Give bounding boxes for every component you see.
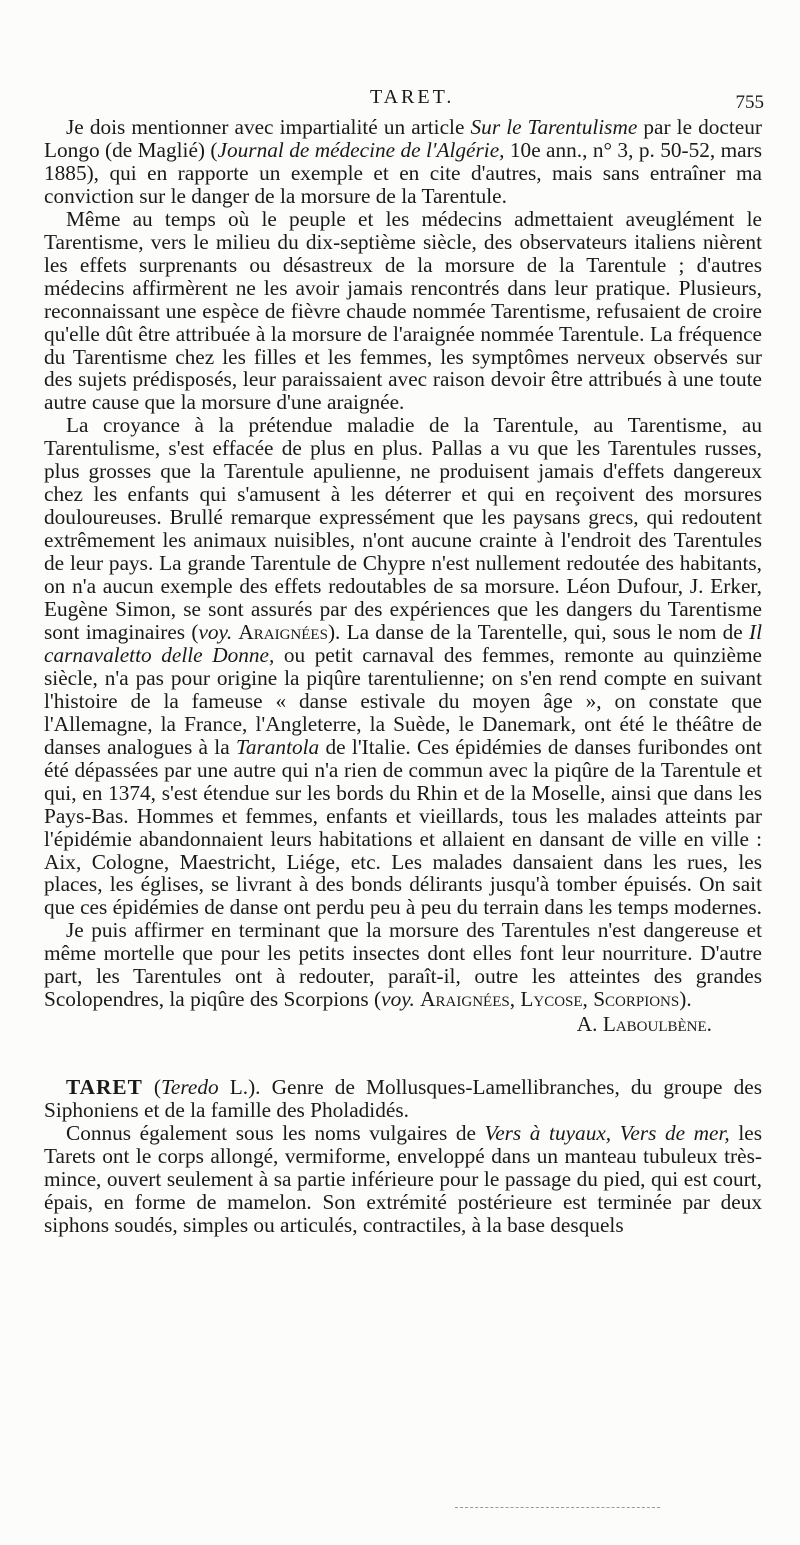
text-run: Je dois mentionner avec impartialité un article (66, 115, 471, 139)
paragraph (44, 116, 762, 208)
italic-text: Vers à tuyaux, Vers de mer, (484, 1121, 730, 1146)
text-run: les Tarets ont le corps allongé, vermiforme, enveloppé dans un manteau tubuleux très-mince, ouvert seulement à sa partie inférieure pour le passage du pied, qui est court, épais, en forme de mamelon. Son extrémité postérieure est terminée par deux siphons soudés, simples ou articulés, contractiles, à la base desquels (44, 1121, 762, 1237)
running-head: TARET. (370, 86, 455, 108)
text-run: par le docteur Longo (de Maglié) ( (44, 115, 762, 162)
text-run: Je puis affirmer en terminant que la morsure des Tarentules n'est dangereuse et même mortelle que pour les petits insectes dont elles font leur nourriture. D'autre part, les Tarentules ont à redouter, paraît-il, outre les atteintes des grandes Scolopendres, la piqûre des Scorpions ( (44, 918, 762, 1012)
signature-prefix: A. (576, 1012, 603, 1037)
text-run: de l'Italie. Ces épidémies de danses furibondes ont été dépassées par une autre qui n'a rien de commun avec la piqûre de la Tarentule et qui, en 1374, s'est étendue sur les bords du Rhin et de la Moselle, ainsi que dans les Pays-Bas. Hommes et femmes, enfants et vieillards, tous les malades atteints par l'épidémie abandonnaient leurs habitations et allaient en dansant de ville en ville : Aix, Cologne, Maestricht, Liége, etc. Les malades dansaient dans les rues, les places, les églises, se livrant à des bonds délirants jusqu'à tomber épuisés. On sait que ces épidémies de danse ont perdu peu à peu du terrain dans les temps modernes. (44, 734, 762, 920)
text-run: 10e ann., n° 3, p. 50-52, mars 1885), qui en rapporte un exemple et en cite d'autres, mais sans entraîner ma conviction sur le danger de la morsure de la Tarentule. (44, 137, 763, 208)
small-caps-text: Araignées, Lycose, Scorpions (420, 987, 680, 1012)
small-caps-text: Araignées (238, 619, 328, 644)
italic-text: Sur le Tarentulisme (470, 115, 638, 139)
text-body (44, 116, 762, 1237)
paragraph (44, 1122, 762, 1237)
signature-name: Laboulbène. (602, 1012, 712, 1037)
paragraph (44, 919, 762, 1011)
italic-text: voy. (198, 619, 233, 644)
paragraph (44, 414, 762, 919)
text-run: Connus également sous les noms vulgaires de (66, 1121, 485, 1146)
entry-headword: TARET (66, 1075, 143, 1100)
text-run: ou petit carnaval des femmes, remonte au quinzième siècle, n'a pas pour origine la piqûre tarentulienne; on s'en rend compte en suivant l'histoire de la fameuse « danse estivale du moyen âge », on constate que l'Allemagne, la France, l'Angleterre, la Suède, le Danemark, ont été le théâtre de danses analogues à la (44, 642, 762, 759)
entry-definition (44, 1075, 762, 1122)
text-run: Même au temps où le peuple et les médecins admettaient aveuglément le Tarentisme, vers le milieu du dix-septième siècle, des observateurs italiens nièrent les effets surprenants ou désastreux de la morsure de la Tarentule ; d'autres médecins affirmèrent ne les avoir jamais rencontrés dans leur pratique. Plusieurs, reconnaissant une espèce de fièvre chaude nommée Tarentisme, refusaient de croire qu'elle dût être attribuée à la morsure de l'araignée nommée Tarentule. La fréquence du Tarentisme chez les filles et les femmes, les symptômes nerveux observés sur des sujets prédisposés, leur paraissaient avec raison devoir être attribués à une toute autre cause que la morsure d'une araignée. (44, 206, 762, 415)
text-run: La croyance à la prétendue maladie de la Tarentule, au Tarentisme, au Tarentulisme, s'est effacée de plus en plus. Pallas a vu que les Tarentules russes, plus grosses que la Tarentule apulienne, ne produisent jamais d'effets dangereux chez les enfants qui s'amusent à les déterrer et qui en reçoivent des morsures douloureuses. Brullé remarque expressément que les paysans grecs, qui redoutent extrêmement les animaux nuisibles, n'ont aucune crainte à l'endroit des Tarentules de leur pays. La grande Tarentule de Chypre n'est nullement redoutée des habitants, on n'a aucun exemple des effets redoutables de sa morsure. Léon Dufour, J. Erker, Eugène Simon, se sont assurés par des expériences que les dangers du Tarentisme sont imaginaires ( (44, 413, 762, 644)
author-signature (44, 1013, 762, 1036)
italic-text: Il carnavaletto delle Donne, (44, 619, 762, 667)
italic-text: Tarantola (235, 734, 320, 759)
text-run: L.). Genre de Mollusques-Lamellibranches, du groupe des Siphoniens et de la famille des Pholadidés. (44, 1075, 762, 1123)
text-run: ). La danse de la Tarentelle, qui, sous le nom de (327, 619, 749, 644)
text-run: ). (679, 987, 692, 1012)
footer-rule (455, 1507, 660, 1508)
italic-text: Journal de médecine de l'Algérie, (217, 137, 505, 162)
paragraph (44, 208, 762, 415)
dictionary-entry (44, 1076, 762, 1122)
page-number: 755 (735, 92, 764, 113)
page-header (0, 86, 800, 112)
italic-text: voy. (381, 987, 415, 1012)
text-run: ( (142, 1075, 162, 1100)
italic-text: Teredo (161, 1075, 219, 1100)
